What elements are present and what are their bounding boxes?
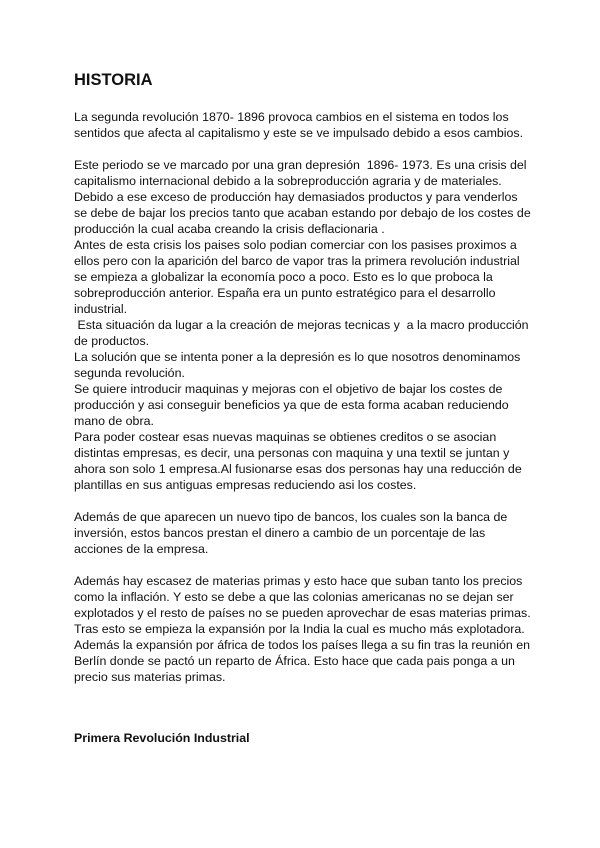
paragraph-gap [74, 141, 534, 157]
paragraph-credits: Para poder costear esas nuevas maquinas se obtienes creditos o se asocian distintas empresas, es decir, una personas con maquina y una textil se juntan y ahora son solo 1 empresa.Al fusionarse esas dos personas hay una reducción de plantillas en sus antiguas empresas reduciendo asi los costes. [74, 430, 526, 492]
document-page [74, 70, 534, 746]
section-subtitle: Primera Revolución Industrial [74, 731, 250, 745]
paragraph-machines: Se quiere introducir maquinas y mejoras con el objetivo de bajar los costes de producción y asi conseguir beneficios ya que de esta forma acaban reduciendo mano de obra. [74, 382, 513, 428]
paragraph-banks: Además de que aparecen un nuevo tipo de bancos, los cuales son la banca de inversión, estos bancos prestan el dinero a cambio de un porcentaje de las acciones de la empresa. [74, 510, 511, 556]
paragraph-solution: La solución que se intenta poner a la depresión es lo que nosotros denominamos segunda revolución. [74, 350, 524, 380]
paragraph-technical-improvements: Esta situación da lugar a la creación de mejoras tecnicas y a la macro producción de productos. [74, 318, 533, 348]
paragraph-intro: La segunda revolución 1870- 1896 provoca cambios en el sistema en todos los sentidos que afecta al capitalismo y este se ve impulsado debido a esos cambios. [74, 110, 524, 140]
paragraph-gap [74, 557, 534, 573]
paragraph-raw-materials: Además hay escasez de materias primas y esto hace que suban tanto los precios como la inflación. Y esto se debe a que las colonias americanas no se dejan ser explotados y el resto de países no se pueden aprovechar de esas materias primas. [74, 574, 531, 620]
paragraph-depression: Este periodo se ve marcado por una gran depresión 1896- 1973. Es una crisis del capitalismo internacional debido a la sobreproducción agraria y de materiales. Debido a ese exceso de producción hay demasiados productos y para venderlos se debe de bajar los precios tanto que acaban estando por debajo de los costes de producción la cual acaba creando la crisis deflacionaria . [74, 158, 535, 236]
paragraph-before-crisis: Antes de esta crisis los paises solo podian comerciar con los pasises proximos a ellos pero con la aparición del barco de vapor tras la primera revolución industrial se empieza a globalizar la economía poco a poco. Esto es lo que proboca la sobreproducción anterior. España era un punto estratégico para el desarrollo industrial. [74, 238, 524, 316]
paragraph-africa: Además la expansión por áfrica de todos los países llega a su fin tras la reunión en Berlín donde se pactó un reparto de África. Esto hace que cada pais ponga a un precio sus materias primas. [74, 638, 534, 684]
document-title: HISTORIA [74, 71, 153, 89]
paragraph-gap [74, 493, 534, 509]
paragraph-india: Tras esto se empieza la expansión por la India la cual es mucho más explotadora. [74, 622, 525, 636]
